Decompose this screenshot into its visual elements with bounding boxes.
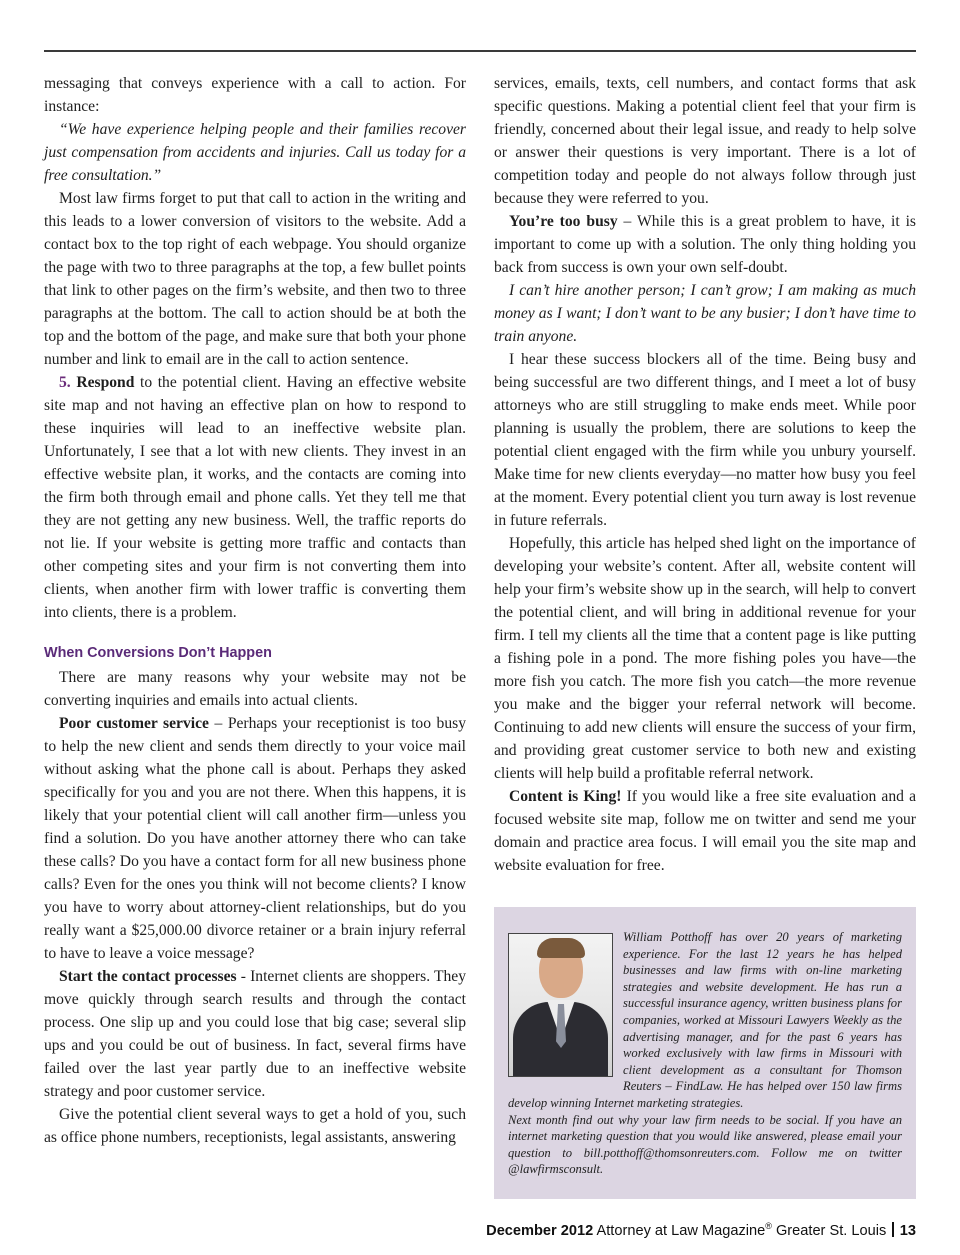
left-column	[44, 72, 466, 1149]
paragraph-text: – Perhaps your receptionist is too busy to help the new client and sends them directly to your voice mail without asking what the phone call is about. Perhaps they asked specifically for you and you are not there. When this happens, it is likely that your potential client will call another firm—unless you find a solution. Do you have another attorney there who can take these calls? Do you have a contact form for all new business phone calls? Even for the ones you think will not become clients? I know you have to worry about attorney-client relationships, but do you really want a $25,000.00 divorce retainer or a brain injury referral to have to leave a voice message?	[44, 715, 467, 962]
paragraph: Hopefully, this article has helped shed light on the importance of developing your website’s content. After all, website content will help your firm’s website show up in the search, will help to convert the potential client, and will bring in additional revenue for your firm. I tell my clients all the time that a content page is like putting a fishing pole in a pond. The more fishing poles you have—the more fish you catch. The more fish you catch—the more revenue you make and the bigger your referral network will become. Continuing to add new clients will ensure the success of your firm, and providing great customer service to both new and existing clients will help build a profitable referral network.	[494, 535, 916, 782]
bold-lead: You’re too busy	[509, 213, 618, 230]
page-number: 13	[899, 1222, 916, 1239]
paragraph: I hear these success blockers all of the time. Being busy and being successful are two different things, and I meet a lot of busy attorneys who are still struggling to make ends meet. While poor planning is usually the problem, there are solutions to keep the potential client engaged with the firm while you unbury yourself. Make time for new clients everyday—no matter how busy you feel at the moment. Every potential client you turn away is lost revenue in future referrals.	[494, 351, 916, 529]
footer-city: Greater St. Louis	[771, 1222, 887, 1239]
paragraph-text: to the potential client. Having an effective website site map and not having an effective plan on how to respond to these inquiries will lead to an ineffective website plan. Unfortunately, I see that a lot with new clients. They invest in an effective website plan, it works, and the contacts are coming into the firm both through email and phone calls. Yet they tell me that they are not getting any new business. Well, the traffic reports do not lie. If your website is getting more traffic and contacts than other competing sites and your firm is not converting them into clients, when another firm with lower traffic is converting them into clients, there is a problem.	[44, 374, 466, 621]
bold-lead: Respond	[76, 374, 135, 391]
paragraph-text: - Internet clients are shoppers. They move quickly through search results and through the contact process. One slip up and you could lose that big case; several slip ups and you could be out of business. In fact, several firms have failed over the last year partly due to an ineffective website strategy and poor customer service.	[44, 968, 466, 1100]
footer-divider	[892, 1222, 894, 1237]
step-number: 5.	[59, 374, 71, 391]
quote-paragraph: I can’t hire another person; I can’t grow; I am making as much money as I want; I don’t want to be any busier; I don’t have time to train anyone.	[494, 282, 916, 345]
paragraph-too-busy	[494, 210, 916, 279]
bio-text: William Potthoff has over 20 years of marketing experience. For the last 12 years he has helped businesses and law firms with on-line marketing strategies and website development. He has run a successful insurance agency, written business plans for companies, worked at Missouri Lawyers Weekly as the advertising manager, and for the past 6 years has worked exclusively with law firms in Missouri with client development as a consultant for Thomson Reuters – FindLaw. He has helped over 150 law firms develop winning Internet marketing strategies.	[508, 930, 902, 1110]
right-column	[494, 72, 916, 877]
footer-issue: December 2012	[486, 1222, 594, 1239]
page-footer	[486, 1221, 916, 1239]
quote-paragraph: “We have experience helping people and their families recover just compensation from accidents and injuries. Call us today for a free consultation.”	[44, 121, 466, 184]
top-rule	[44, 50, 916, 52]
paragraph-text: – While this is a great problem to have, it is important to come up with a solution. The only thing holding you back from success is own your own self-doubt.	[494, 213, 916, 276]
bold-lead: Poor customer service	[59, 715, 209, 732]
paragraph-poor-service	[44, 712, 466, 965]
bold-lead: Content is King!	[509, 788, 622, 805]
paragraph: messaging that conveys experience with a call to action. For instance:	[44, 75, 466, 115]
footer-registered: ®	[765, 1221, 772, 1231]
paragraph: There are many reasons why your website may not be converting inquiries and emails into actual clients.	[44, 669, 466, 709]
paragraph: services, emails, texts, cell numbers, and contact forms that ask specific questions. Making a potential client feel that your firm is friendly, concerned about their legal issue, and ready to help solve or answer their questions is very important. There is a lot of competition today and people do not always follow through just because they were referred to you.	[494, 75, 916, 207]
paragraph-respond	[44, 371, 466, 624]
paragraph: Most law firms forget to put that call to action in the writing and this leads to a lower conversion of visitors to the website. Add a contact box to the top right of each webpage. You should organize the page with two to three paragraphs at the top, a few bullet points that link to other pages on the firm’s website, and then two to three paragraphs at the bottom. The call to action should be at both the top and the bottom of the page, and make sure that both your phone number and link to email are in the call to action sentence.	[44, 190, 466, 368]
footer-magazine: Attorney at Law Magazine	[593, 1222, 766, 1239]
author-bio-box	[494, 907, 916, 1199]
bio-contact-text: Next month find out why your law firm needs to be social. If you have an internet marketing question that you would like answered, please email your question to bill.potthoff@thomsonreuters.com. Follow me on twitter @lawfirmsconsult.	[508, 1112, 902, 1177]
paragraph-contact-processes	[44, 965, 466, 1103]
paragraph-content-king	[494, 785, 916, 877]
author-photo	[508, 933, 613, 1077]
paragraph-text: If you would like a free site evaluation and a focused website site map, follow me on twitter and send me your domain and practice area focus. I will email you the site map and website evaluation for free.	[494, 788, 916, 874]
photo-hair	[537, 938, 585, 958]
bold-lead: Start the contact processes	[59, 968, 237, 985]
paragraph: Give the potential client several ways to get a hold of you, such as office phone numbers, receptionists, legal assistants, answering	[44, 1106, 466, 1146]
section-heading: When Conversions Don’t Happen	[44, 645, 272, 661]
